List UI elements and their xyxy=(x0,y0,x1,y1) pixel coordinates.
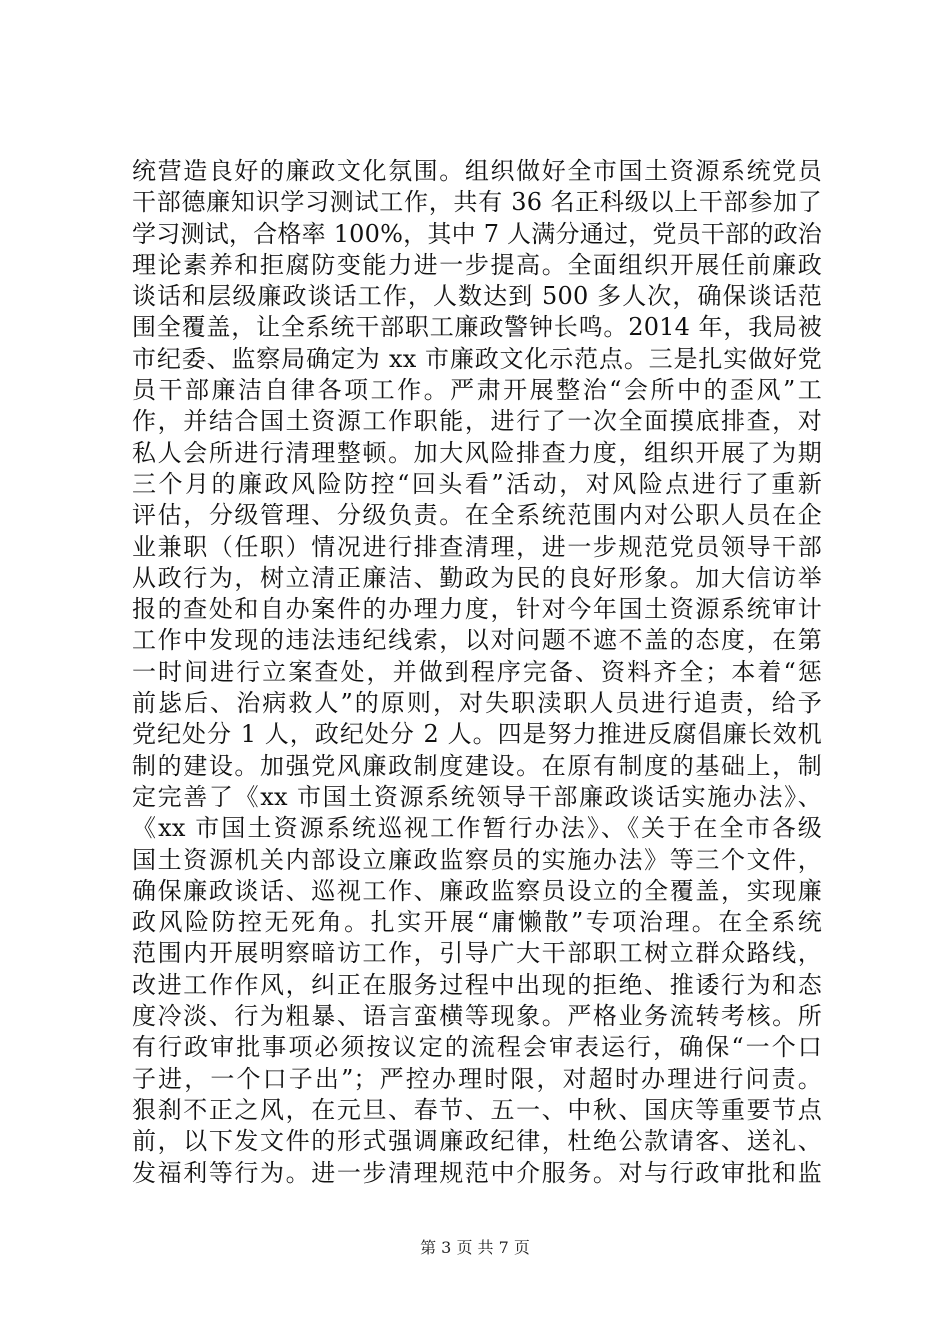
text-line: 改进工作作风，纠正在服务过程中出现的拒绝、推诿行为和态 xyxy=(132,970,822,999)
text-line: 前毖后、治病救人”的原则，对失职渎职人员进行追责，给予 xyxy=(132,689,822,718)
text-line: 确保廉政谈话、巡视工作、廉政监察员设立的全覆盖，实现廉 xyxy=(132,876,822,905)
text-line: 定完善了《xx 市国土资源系统领导干部廉政谈话实施办法》、 xyxy=(132,782,822,811)
text-line: 私人会所进行清理整顿。加大风险排查力度，组织开展了为期 xyxy=(132,438,822,467)
text-line: 国土资源机关内部设立廉政监察员的实施办法》等三个文件， xyxy=(132,845,822,874)
page-footer xyxy=(0,1238,950,1258)
text-line: 狠刹不正之风，在元旦、春节、五一、中秋、国庆等重要节点 xyxy=(132,1095,822,1124)
text-line: 评估，分级管理、分级负责。在全系统范围内对公职人员在企 xyxy=(132,501,822,530)
text-line: 报的查处和自办案件的办理力度，针对今年国土资源系统审计 xyxy=(132,595,822,624)
text-line: 工作中发现的违法违纪线索，以对问题不遮不盖的态度，在第 xyxy=(132,626,822,655)
text-line: 前，以下发文件的形式强调廉政纪律，杜绝公款请客、送礼、 xyxy=(132,1127,822,1156)
text-line: 度冷淡、行为粗暴、语言蛮横等现象。严格业务流转考核。所 xyxy=(132,1002,822,1031)
text-line: 谈话和层级廉政谈话工作，人数达到 500 多人次，确保谈话范 xyxy=(132,282,822,311)
text-line: 《xx 市国土资源系统巡视工作暂行办法》、《关于在全市各级 xyxy=(132,814,822,843)
text-line: 统营造良好的廉政文化氛围。组织做好全市国土资源系统党员 xyxy=(132,157,822,185)
text-line: 三个月的廉政风险防控“回头看”活动，对风险点进行了重新 xyxy=(132,469,822,498)
page-number-label: 第 3 页 共 7 页 xyxy=(420,1238,530,1257)
text-line: 员干部廉洁自律各项工作。严肃开展整治“会所中的歪风”工 xyxy=(132,376,822,405)
text-line: 发福利等行为。进一步清理规范中介服务。对与行政审批和监 xyxy=(132,1158,822,1187)
text-line: 有行政审批事项必须按议定的流程会审表运行，确保“一个口 xyxy=(132,1033,822,1062)
text-line: 理论素养和拒腐防变能力进一步提高。全面组织开展任前廉政 xyxy=(132,250,822,279)
text-line: 从政行为，树立清正廉洁、勤政为民的良好形象。加大信访举 xyxy=(132,563,822,592)
document-body xyxy=(132,156,822,1189)
text-line: 业兼职（任职）情况进行排查清理，进一步规范党员领导干部 xyxy=(132,532,822,561)
text-line: 子进，一个口子出”；严控办理时限，对超时办理进行问责。 xyxy=(132,1064,822,1093)
text-line: 围全覆盖，让全系统干部职工廉政警钟长鸣。2014 年，我局被 xyxy=(132,313,822,342)
text-line: 制的建设。加强党风廉政制度建设。在原有制度的基础上，制 xyxy=(132,751,822,780)
text-line: 市纪委、监察局确定为 xx 市廉政文化示范点。三是扎实做好党 xyxy=(132,344,822,373)
text-line: 学习测试，合格率 100%，其中 7 人满分通过，党员干部的政治 xyxy=(132,219,822,248)
text-line: 一时间进行立案查处，并做到程序完备、资料齐全；本着“惩 xyxy=(132,657,822,686)
text-line: 政风险防控无死角。扎实开展“庸懒散”专项治理。在全系统 xyxy=(132,908,822,937)
text-line: 范围内开展明察暗访工作，引导广大干部职工树立群众路线， xyxy=(132,939,822,968)
text-line: 干部德廉知识学习测试工作，共有 36 名正科级以上干部参加了 xyxy=(132,188,822,217)
text-line: 党纪处分 1 人，政纪处分 2 人。四是努力推进反腐倡廉长效机 xyxy=(132,720,822,749)
text-line: 作，并结合国土资源工作职能，进行了一次全面摸底排查，对 xyxy=(132,407,822,436)
